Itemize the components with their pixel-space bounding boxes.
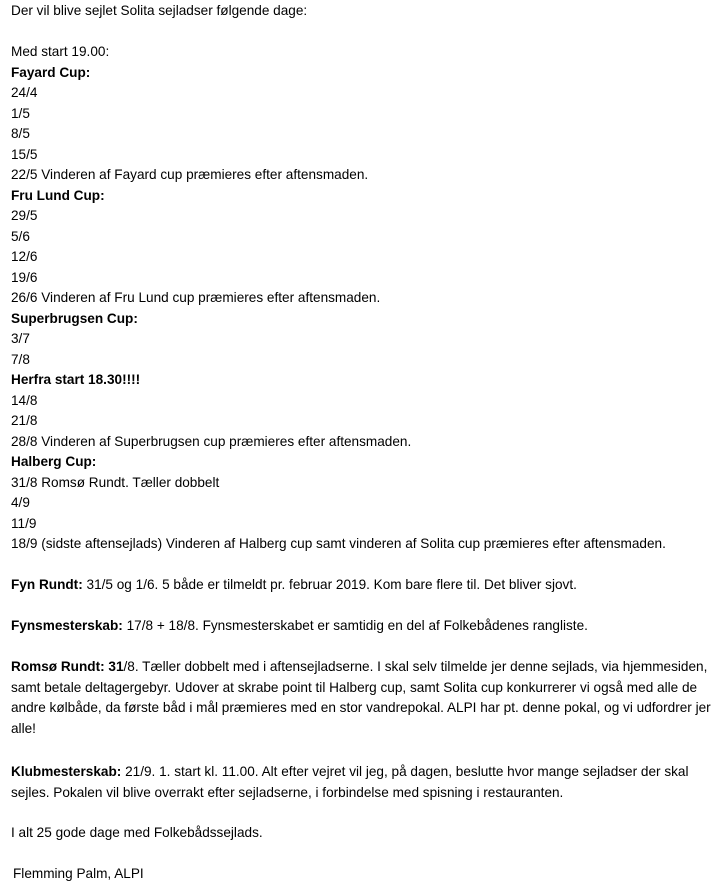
halberg-date-4: 18/9 (sidste aftensejlads) Vinderen af Halberg cup samt vinderen af Solita cup præmieres efter aftensmaden. xyxy=(11,536,666,551)
total-days-text: I alt 25 gode dage med Folkebådssejlads. xyxy=(11,825,263,840)
fyn-rundt-paragraph xyxy=(11,575,712,596)
romso-rundt-paragraph xyxy=(11,657,712,739)
superbrugsen-date-5: 28/8 Vinderen af Superbrugsen cup præmieres efter aftensmaden. xyxy=(11,434,412,449)
fayard-date-3: 8/5 xyxy=(11,126,30,141)
superbrugsen-date-1: 3/7 xyxy=(11,331,30,346)
superbrugsen-date-3: 14/8 xyxy=(11,393,38,408)
fayard-cup-heading: Fayard Cup: xyxy=(11,65,91,80)
start-time-text: Med start 19.00: xyxy=(11,44,110,59)
fru-lund-date-3: 12/6 xyxy=(11,249,38,264)
halberg-date-2: 4/9 xyxy=(11,495,30,510)
klubmesterskab-label: Klubmesterskab: xyxy=(11,764,122,779)
fru-lund-date-2: 5/6 xyxy=(11,229,30,244)
fru-lund-date-4: 19/6 xyxy=(11,270,38,285)
klubmesterskab-text: 21/9. 1. start kl. 11.00. Alt efter vejret vil jeg, på dagen, beslutte hvor mange sejladser der skal sejles. Pokalen vil blive overrakt efter sejladserne, i forbindelse med spisning i restauranten. xyxy=(11,764,689,800)
superbrugsen-date-4: 21/8 xyxy=(11,413,38,428)
fyn-rundt-text: 31/5 og 1/6. 5 både er tilmeldt pr. februar 2019. Kom bare flere til. Det bliver sjovt. xyxy=(82,577,577,592)
fynsmesterskab-text: 17/8 + 18/8. Fynsmesterskabet er samtidig en del af Folkebådenes rangliste. xyxy=(122,618,588,633)
superbrugsen-cup-heading: Superbrugsen Cup: xyxy=(11,311,138,326)
start-change-notice: Herfra start 18.30!!!! xyxy=(11,372,141,387)
fayard-date-1: 24/4 xyxy=(11,85,38,100)
romso-rundt-label: Romsø Rundt: 31 xyxy=(11,659,124,674)
halberg-cup-heading: Halberg Cup: xyxy=(11,454,97,469)
fru-lund-date-5: 26/6 Vinderen af Fru Lund cup præmieres efter aftensmaden. xyxy=(11,290,381,305)
fru-lund-cup-heading: Fru Lund Cup: xyxy=(11,188,105,203)
romso-rundt-text: /8. Tæller dobbelt med i aftensejladserne. I skal selv tilmelde jer denne sejlads, via hjemmesiden, samt betale deltagergebyr. Udover at skrabe point til Halberg cup, samt Solita cup konkurrerer vi også med alle de andre kølbåde, da første båd i mål præmieres med en stor vandrepokal. ALPI har pt. denne pokal, og vi udfordrer jer alle! xyxy=(11,659,711,736)
superbrugsen-date-2: 7/8 xyxy=(11,352,30,367)
fru-lund-date-1: 29/5 xyxy=(11,208,38,223)
halberg-date-1: 31/8 Romsø Rundt. Tæller dobbelt xyxy=(11,475,220,490)
fyn-rundt-label: Fyn Rundt: xyxy=(11,577,83,592)
fynsmesterskab-paragraph xyxy=(11,616,712,637)
halberg-date-3: 11/9 xyxy=(11,516,37,531)
klubmesterskab-paragraph xyxy=(11,762,712,803)
fayard-date-5: 22/5 Vinderen af Fayard cup præmieres efter aftensmaden. xyxy=(11,167,369,182)
fayard-date-2: 1/5 xyxy=(11,106,30,121)
fayard-date-4: 15/5 xyxy=(11,147,38,162)
intro-text: Der vil blive sejlet Solita sejladser følgende dage: xyxy=(11,3,308,18)
signature: Flemming Palm, ALPI xyxy=(13,866,144,881)
fynsmesterskab-label: Fynsmesterskab: xyxy=(11,618,123,633)
